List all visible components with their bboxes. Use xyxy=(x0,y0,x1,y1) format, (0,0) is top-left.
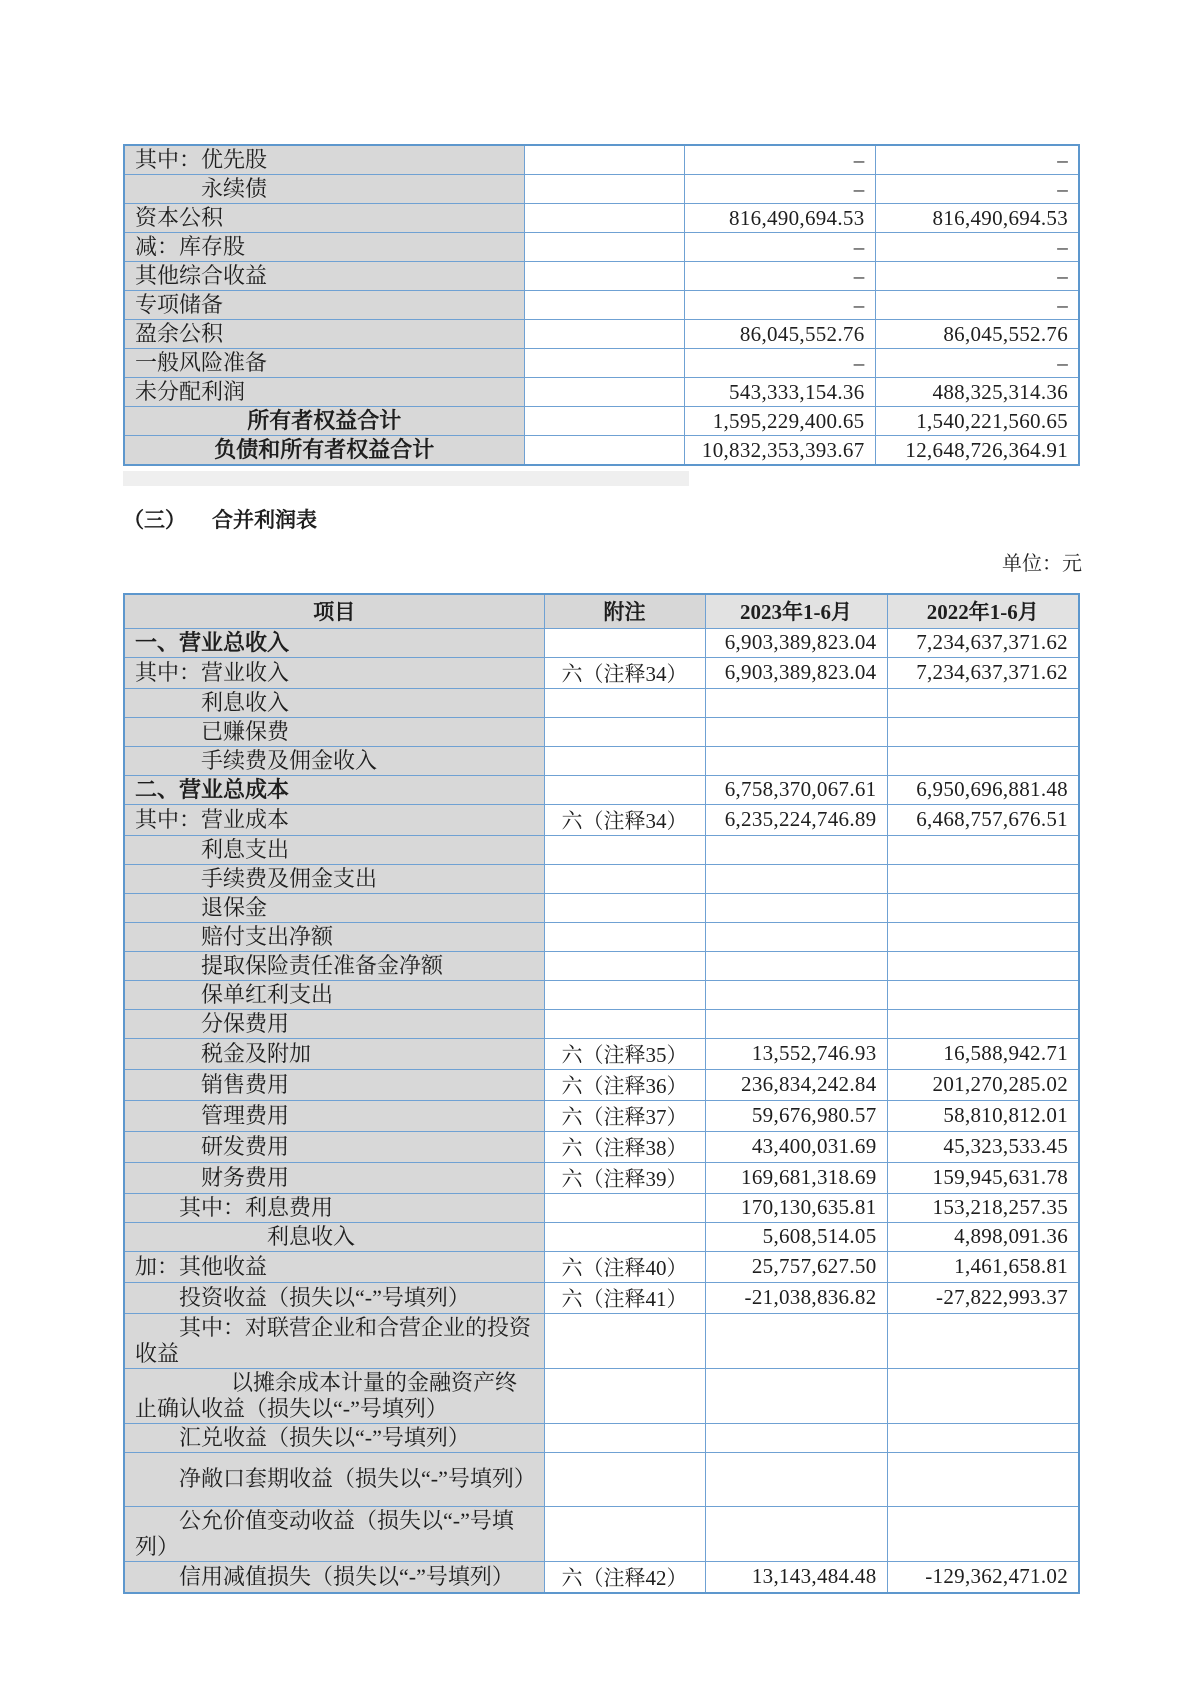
row-note xyxy=(544,717,705,746)
row-label: 分保费用 xyxy=(124,1009,544,1038)
row-label: 手续费及佣金收入 xyxy=(124,746,544,775)
table-row xyxy=(124,1193,1079,1222)
table-row xyxy=(124,204,1079,233)
row-label: 提取保险责任准备金净额 xyxy=(124,951,544,980)
row-value: 58,810,812.01 xyxy=(887,1100,1079,1131)
row-value: – xyxy=(875,233,1079,262)
row-value: 1,595,229,400.65 xyxy=(684,407,875,436)
row-label: 信用减值损失（损失以“-”号填列） xyxy=(124,1561,544,1593)
row-note xyxy=(524,407,684,436)
row-value xyxy=(887,688,1079,717)
table-row xyxy=(124,980,1079,1009)
row-label: 汇兑收益（损失以“-”号填列） xyxy=(124,1423,544,1452)
balance-sheet-table xyxy=(123,144,1080,466)
row-label: 其中：利息费用 xyxy=(124,1193,544,1222)
row-value: 6,235,224,746.89 xyxy=(705,804,887,835)
table-row xyxy=(124,835,1079,864)
table-row xyxy=(124,628,1079,657)
row-label: 以摊余成本计量的金融资产终止确认收益（损失以“-”号填列） xyxy=(124,1368,544,1423)
table-row xyxy=(124,1038,1079,1069)
row-label: 未分配利润 xyxy=(124,378,524,407)
row-value: 6,758,370,067.61 xyxy=(705,775,887,804)
row-note xyxy=(544,980,705,1009)
row-value: 43,400,031.69 xyxy=(705,1131,887,1162)
row-label: 保单红利支出 xyxy=(124,980,544,1009)
table-row xyxy=(124,1131,1079,1162)
income-statement-table xyxy=(123,593,1080,1594)
row-note xyxy=(544,775,705,804)
table-row xyxy=(124,864,1079,893)
table-row xyxy=(124,1368,1079,1423)
row-value: – xyxy=(875,291,1079,320)
row-value xyxy=(705,746,887,775)
row-note xyxy=(544,746,705,775)
row-value xyxy=(705,1423,887,1452)
row-value xyxy=(887,922,1079,951)
row-value xyxy=(887,1452,1079,1506)
row-value: 6,903,389,823.04 xyxy=(705,657,887,688)
row-value: 153,218,257.35 xyxy=(887,1193,1079,1222)
row-value xyxy=(887,1009,1079,1038)
row-value: 86,045,552.76 xyxy=(875,320,1079,349)
header-row xyxy=(124,594,1079,628)
row-note: 六（注释42） xyxy=(544,1561,705,1593)
row-value: 25,757,627.50 xyxy=(705,1251,887,1282)
row-value xyxy=(887,1423,1079,1452)
row-note xyxy=(524,378,684,407)
row-note: 六（注释38） xyxy=(544,1131,705,1162)
row-value: – xyxy=(684,175,875,204)
table-row xyxy=(124,657,1079,688)
row-label: 赔付支出净额 xyxy=(124,922,544,951)
row-value: 1,540,221,560.65 xyxy=(875,407,1079,436)
row-value: – xyxy=(875,262,1079,291)
row-note: 六（注释39） xyxy=(544,1162,705,1193)
table-row xyxy=(124,1009,1079,1038)
row-value: 86,045,552.76 xyxy=(684,320,875,349)
row-note xyxy=(544,864,705,893)
row-value xyxy=(887,717,1079,746)
table-row xyxy=(124,1282,1079,1313)
row-note xyxy=(544,1506,705,1561)
row-note xyxy=(524,349,684,378)
row-value xyxy=(887,951,1079,980)
row-value: – xyxy=(684,145,875,175)
scan-artifact xyxy=(123,471,689,486)
row-note xyxy=(544,835,705,864)
row-label: 其中：营业成本 xyxy=(124,804,544,835)
table-row xyxy=(124,922,1079,951)
row-note xyxy=(544,1193,705,1222)
row-value: 7,234,637,371.62 xyxy=(887,657,1079,688)
row-note: 六（注释36） xyxy=(544,1069,705,1100)
table-row xyxy=(124,1452,1079,1506)
row-value: – xyxy=(875,349,1079,378)
table-row xyxy=(124,378,1079,407)
row-note: 六（注释40） xyxy=(544,1251,705,1282)
row-note: 六（注释34） xyxy=(544,804,705,835)
table-row xyxy=(124,262,1079,291)
row-value: 6,950,696,881.48 xyxy=(887,775,1079,804)
row-value xyxy=(705,1313,887,1368)
row-note xyxy=(524,175,684,204)
row-value: 236,834,242.84 xyxy=(705,1069,887,1100)
table-row xyxy=(124,1251,1079,1282)
row-label: 研发费用 xyxy=(124,1131,544,1162)
row-value: – xyxy=(875,175,1079,204)
row-label: 盈余公积 xyxy=(124,320,524,349)
row-value: – xyxy=(684,349,875,378)
row-value xyxy=(705,1368,887,1423)
row-value: 6,468,757,676.51 xyxy=(887,804,1079,835)
row-note xyxy=(524,320,684,349)
row-value xyxy=(705,717,887,746)
row-value xyxy=(887,980,1079,1009)
table-row xyxy=(124,688,1079,717)
table-row xyxy=(124,717,1079,746)
row-note: 六（注释41） xyxy=(544,1282,705,1313)
row-value: -129,362,471.02 xyxy=(887,1561,1079,1593)
row-value: – xyxy=(684,291,875,320)
row-label: 负债和所有者权益合计 xyxy=(124,436,524,466)
row-value xyxy=(887,1368,1079,1423)
row-value: 170,130,635.81 xyxy=(705,1193,887,1222)
row-value: 6,903,389,823.04 xyxy=(705,628,887,657)
row-label: 其中：对联营企业和合营企业的投资收益 xyxy=(124,1313,544,1368)
row-value: -27,822,993.37 xyxy=(887,1282,1079,1313)
row-value: -21,038,836.82 xyxy=(705,1282,887,1313)
table-row xyxy=(124,145,1079,175)
row-label: 公允价值变动收益（损失以“-”号填列） xyxy=(124,1506,544,1561)
row-label: 净敞口套期收益（损失以“-”号填列） xyxy=(124,1452,544,1506)
row-value xyxy=(705,893,887,922)
row-note xyxy=(544,1452,705,1506)
row-note: 六（注释34） xyxy=(544,657,705,688)
row-label: 其中：营业收入 xyxy=(124,657,544,688)
row-value xyxy=(887,746,1079,775)
row-value xyxy=(705,1506,887,1561)
row-value: 7,234,637,371.62 xyxy=(887,628,1079,657)
row-label: 二、营业总成本 xyxy=(124,775,544,804)
row-value xyxy=(705,1452,887,1506)
row-value: 59,676,980.57 xyxy=(705,1100,887,1131)
table-row xyxy=(124,746,1079,775)
row-value: 13,552,746.93 xyxy=(705,1038,887,1069)
table-row xyxy=(124,233,1079,262)
row-note xyxy=(544,1423,705,1452)
row-value: – xyxy=(684,262,875,291)
row-value: 488,325,314.36 xyxy=(875,378,1079,407)
row-note: 六（注释35） xyxy=(544,1038,705,1069)
section-heading xyxy=(123,505,317,535)
row-label: 其中：优先股 xyxy=(124,145,524,175)
table-row xyxy=(124,1222,1079,1251)
table-row xyxy=(124,175,1079,204)
row-note xyxy=(524,145,684,175)
row-value xyxy=(887,835,1079,864)
row-label: 一、营业总收入 xyxy=(124,628,544,657)
row-label: 财务费用 xyxy=(124,1162,544,1193)
column-header-2022: 2022年1-6月 xyxy=(887,594,1079,628)
table-row xyxy=(124,804,1079,835)
row-label: 已赚保费 xyxy=(124,717,544,746)
row-value xyxy=(705,688,887,717)
row-label: 专项储备 xyxy=(124,291,524,320)
row-label: 一般风险准备 xyxy=(124,349,524,378)
row-label: 投资收益（损失以“-”号填列） xyxy=(124,1282,544,1313)
row-label: 所有者权益合计 xyxy=(124,407,524,436)
row-label: 管理费用 xyxy=(124,1100,544,1131)
row-label: 利息支出 xyxy=(124,835,544,864)
row-label: 永续债 xyxy=(124,175,524,204)
row-value: 16,588,942.71 xyxy=(887,1038,1079,1069)
row-value: 5,608,514.05 xyxy=(705,1222,887,1251)
row-value xyxy=(887,1506,1079,1561)
table-row xyxy=(124,1506,1079,1561)
row-value: 1,461,658.81 xyxy=(887,1251,1079,1282)
table-row xyxy=(124,1162,1079,1193)
row-note: 六（注释37） xyxy=(544,1100,705,1131)
row-note xyxy=(544,922,705,951)
table-row xyxy=(124,1313,1079,1368)
row-note xyxy=(544,628,705,657)
row-note xyxy=(544,1368,705,1423)
row-note xyxy=(544,951,705,980)
row-value xyxy=(705,864,887,893)
row-note xyxy=(524,436,684,466)
row-value xyxy=(705,835,887,864)
row-label: 减：库存股 xyxy=(124,233,524,262)
row-value xyxy=(705,1009,887,1038)
row-value: 13,143,484.48 xyxy=(705,1561,887,1593)
table-row xyxy=(124,893,1079,922)
column-header-item: 项目 xyxy=(124,594,544,628)
row-note xyxy=(524,233,684,262)
row-value: 45,323,533.45 xyxy=(887,1131,1079,1162)
row-value xyxy=(887,1313,1079,1368)
column-header-2023: 2023年1-6月 xyxy=(705,594,887,628)
row-value: – xyxy=(875,145,1079,175)
column-header-note: 附注 xyxy=(544,594,705,628)
table-row xyxy=(124,1423,1079,1452)
table-row xyxy=(124,291,1079,320)
section-title: 合并利润表 xyxy=(212,508,317,532)
row-label: 其他综合收益 xyxy=(124,262,524,291)
row-value: 201,270,285.02 xyxy=(887,1069,1079,1100)
table-row xyxy=(124,320,1079,349)
row-note xyxy=(544,893,705,922)
row-value: 816,490,694.53 xyxy=(875,204,1079,233)
row-value: 816,490,694.53 xyxy=(684,204,875,233)
table-row xyxy=(124,1561,1079,1593)
section-number: （三） xyxy=(123,508,186,532)
row-label: 利息收入 xyxy=(124,688,544,717)
table-row xyxy=(124,951,1079,980)
row-label: 利息收入 xyxy=(124,1222,544,1251)
table-row xyxy=(124,349,1079,378)
row-label: 退保金 xyxy=(124,893,544,922)
table-row xyxy=(124,1069,1079,1100)
row-label: 税金及附加 xyxy=(124,1038,544,1069)
row-value: – xyxy=(684,233,875,262)
row-value xyxy=(705,951,887,980)
row-note xyxy=(544,1222,705,1251)
row-label: 加：其他收益 xyxy=(124,1251,544,1282)
row-value: 159,945,631.78 xyxy=(887,1162,1079,1193)
row-value: 10,832,353,393.67 xyxy=(684,436,875,466)
row-note xyxy=(524,204,684,233)
row-value: 169,681,318.69 xyxy=(705,1162,887,1193)
row-note xyxy=(524,262,684,291)
row-value: 543,333,154.36 xyxy=(684,378,875,407)
row-value xyxy=(887,864,1079,893)
row-value: 4,898,091.36 xyxy=(887,1222,1079,1251)
row-label: 销售费用 xyxy=(124,1069,544,1100)
unit-label: 单位：元 xyxy=(1002,553,1082,575)
table-row xyxy=(124,436,1079,466)
row-value xyxy=(887,893,1079,922)
row-note xyxy=(544,1009,705,1038)
row-value: 12,648,726,364.91 xyxy=(875,436,1079,466)
table-row xyxy=(124,1100,1079,1131)
table-row xyxy=(124,407,1079,436)
table-row xyxy=(124,775,1079,804)
row-label: 资本公积 xyxy=(124,204,524,233)
row-note xyxy=(524,291,684,320)
row-value xyxy=(705,922,887,951)
row-note xyxy=(544,688,705,717)
row-note xyxy=(544,1313,705,1368)
row-label: 手续费及佣金支出 xyxy=(124,864,544,893)
row-value xyxy=(705,980,887,1009)
